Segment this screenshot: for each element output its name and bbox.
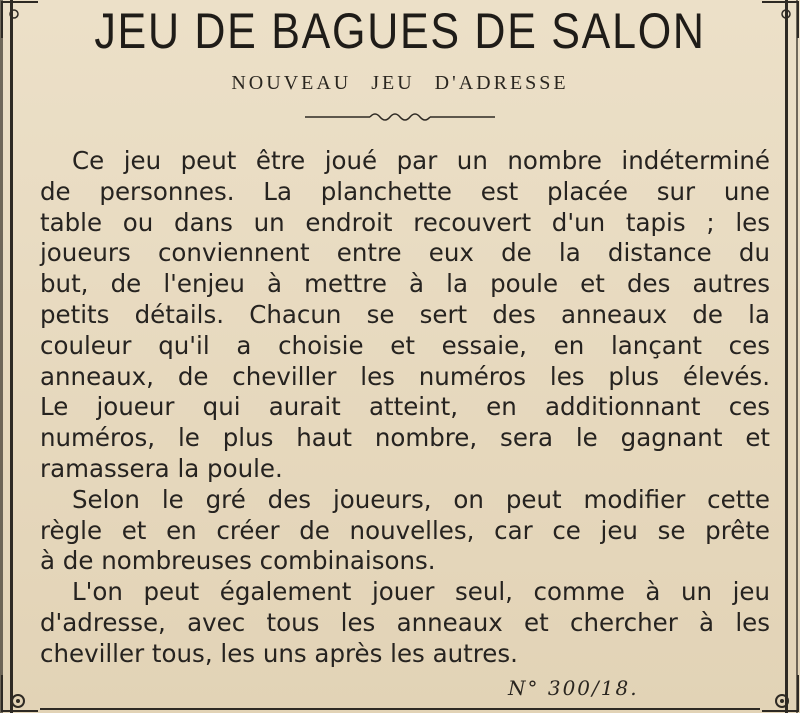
text-line: Ce jeu peut être joué par un nombre indéterminé <box>72 146 770 175</box>
text-line: joueurs conviennent entre eux de la distance du <box>40 238 770 268</box>
paragraph-3 <box>40 577 770 669</box>
corner-ornament-icon <box>0 0 40 40</box>
border-right <box>785 0 788 713</box>
paragraph-2 <box>40 485 770 577</box>
border-bottom <box>40 708 760 710</box>
body-text <box>40 146 770 670</box>
corner-ornament-icon <box>760 673 800 713</box>
text-line: couleur qu'il a choisie et essaie, en lançant ces <box>40 330 770 360</box>
text-line: anneaux, de cheviller les numéros les plus élevés. <box>40 361 770 391</box>
text-line: table ou dans un endroit recouvert d'un tapis ; les <box>40 207 770 237</box>
text-line: Le joueur qui aurait atteint, en additionnant ces <box>40 392 770 422</box>
text-line: but, de l'enjeu à mettre à la poule et des autres <box>40 269 770 299</box>
divider-ornament-icon <box>305 109 495 125</box>
page-title: JEU DE BAGUES DE SALON <box>94 3 706 59</box>
catalog-reference: N° 300/18. <box>508 676 639 700</box>
text-line: de personnes. La planchette est placée sur une <box>40 176 770 206</box>
text-line: règle et en créer de nouvelles, car ce jeu se prête <box>40 515 770 545</box>
text-line: à de nombreuses combinaisons. <box>40 546 436 576</box>
text-line: petits détails. Chacun se sert des anneaux de la <box>40 299 770 329</box>
border-left <box>10 0 13 713</box>
page-subtitle: NOUVEAU JEU D'ADRESSE <box>231 72 569 94</box>
paragraph-1 <box>40 146 770 485</box>
text-line: cheviller tous, les uns après les autres. <box>40 638 518 668</box>
text-line: d'adresse, avec tous les anneaux et chercher à les <box>40 607 770 637</box>
corner-ornament-icon <box>0 673 40 713</box>
border-left-outer <box>0 0 3 713</box>
text-line: L'on peut également jouer seul, comme à un jeu <box>72 577 770 607</box>
text-line: ramassera la poule. <box>40 453 283 483</box>
text-line: Selon le gré des joueurs, on peut modifier cette <box>72 484 770 514</box>
text-line: numéros, le plus haut nombre, sera le gagnant et <box>40 423 770 453</box>
border-right-outer <box>796 0 798 713</box>
corner-ornament-icon <box>760 0 800 40</box>
